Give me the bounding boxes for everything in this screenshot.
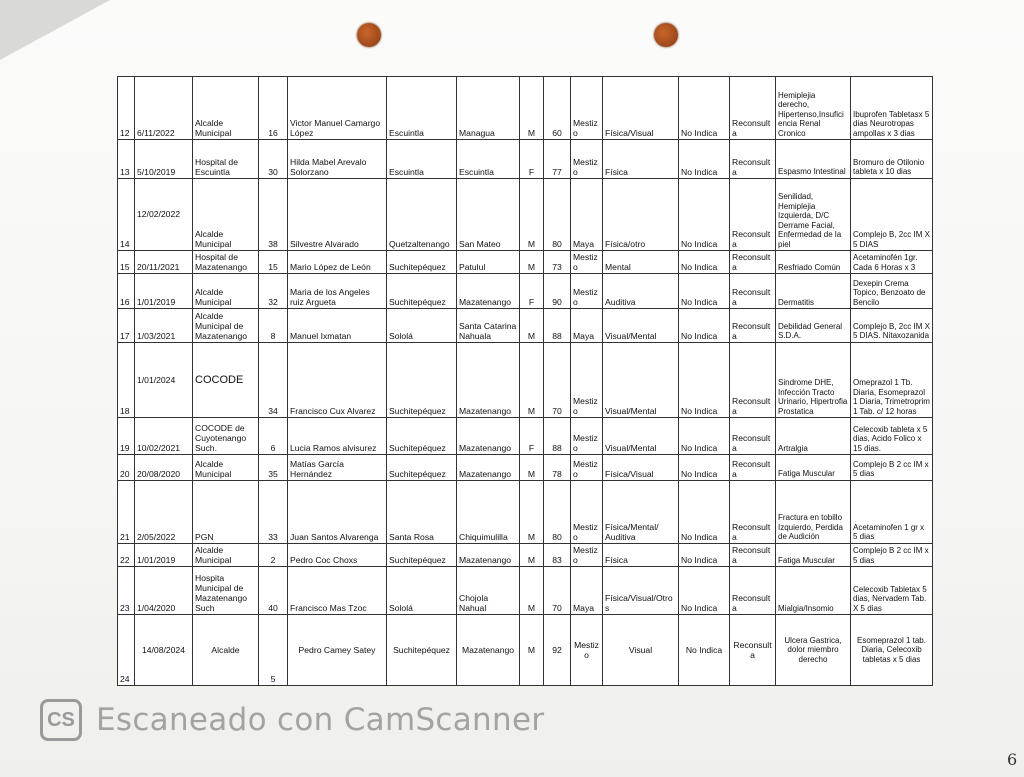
cell-date: 2/05/2022 [135,480,193,543]
cell-ethnicity: Maya [571,178,603,250]
cell-municipality: Patulul [457,251,520,274]
cell-sex: F [520,274,544,309]
cell-consult-type: Reconsulta [730,455,776,480]
cell-consult-type: Reconsulta [730,615,776,686]
cell-municipality: Mazatenango [457,615,520,686]
cell-sex: M [520,178,544,250]
cell-diagnosis: Hemiplejia derecho, Hipertenso,Insuficiencia Renal Cronico [776,77,851,140]
cell-referred-by: Hospital de Escuintla [193,140,259,178]
table-row [118,140,933,178]
cell-notes: No Indica [679,455,730,480]
cell-age: 80 [544,480,571,543]
cell-sex: F [520,418,544,455]
cell-treatment: Complejo B 2 cc IM x 5 dias [851,455,933,480]
cell-sex: M [520,543,544,566]
cell-referred-by: Alcalde [193,615,259,686]
cell-treatment: Ibuprofen Tabletasx 5 dias Neurotropas ampollas x 3 dias [851,77,933,140]
cell-row-number: 20 [118,455,135,480]
cell-notes: No Indica [679,615,730,686]
cell-diagnosis: Mialgia/Insomio [776,567,851,615]
cell-code: 32 [259,274,288,309]
table-row [118,567,933,615]
cell-treatment: Acetaminofen 1 gr x 5 dias [851,480,933,543]
cell-code: 5 [259,615,288,686]
cell-treatment: Complejo B 2 cc IM x 5 dias [851,543,933,566]
cell-row-number: 21 [118,480,135,543]
cell-date: 14/08/2024 [135,615,193,686]
table-row [118,178,933,250]
punch-hole-left [357,23,381,47]
cell-treatment: Celecoxib tableta x 5 dias, Acido Folico x 15 dias. [851,418,933,455]
cell-age: 80 [544,178,571,250]
cell-consult-type: Reconsulta [730,567,776,615]
cell-treatment: Complejo B, 2cc IM X 5 DIAS [851,178,933,250]
cell-code: 34 [259,342,288,417]
cell-treatment: Acetaminofén 1gr. Cada 6 Horas x 3 [851,251,933,274]
cell-code: 38 [259,178,288,250]
cell-patient-name: Manuel Ixmatan [288,309,387,342]
cell-diagnosis: Debilidad General S.D.A. [776,309,851,342]
cell-consult-type: Reconsulta [730,418,776,455]
table-row [118,309,933,342]
cell-department: Suchitepéquez [387,418,457,455]
cell-diagnosis: Senilidad, Hemiplejia Izquierda, D/C Derrame Facial, Enfermedad de la piel [776,178,851,250]
cell-age: 90 [544,274,571,309]
cell-disability-type: Visual/Mental [603,309,679,342]
cell-consult-type: Reconsulta [730,178,776,250]
cell-consult-type: Reconsulta [730,543,776,566]
cell-ethnicity: Mestizo [571,342,603,417]
cell-referred-by: Hospita Municipal de Mazatenango Such [193,567,259,615]
cell-ethnicity: Maya [571,567,603,615]
cell-row-number: 17 [118,309,135,342]
cell-referred-by: Alcalde Municipal [193,543,259,566]
cell-date: 1/03/2021 [135,309,193,342]
cell-row-number: 23 [118,567,135,615]
cell-diagnosis: Fractura en tobillo Izquierdo, Perdida de Audición [776,480,851,543]
cell-age: 88 [544,309,571,342]
cell-referred-by: COCODE de Cuyotenango Such. [193,418,259,455]
cell-disability-type: Física/Visual/Otros [603,567,679,615]
table-row [118,615,933,686]
cell-ethnicity: Mestizo [571,480,603,543]
cell-municipality: Mazatenango [457,274,520,309]
cell-age: 70 [544,567,571,615]
folded-corner [0,0,110,60]
cell-ethnicity: Mestizo [571,140,603,178]
cell-ethnicity: Mestizo [571,543,603,566]
cell-age: 70 [544,342,571,417]
cell-date: 12/02/2022 [135,178,193,250]
cell-department: Quetzaltenango [387,178,457,250]
cell-diagnosis: Dermatitis [776,274,851,309]
cell-patient-name: Pedro Coc Choxs [288,543,387,566]
cell-municipality: Mazatenango [457,455,520,480]
cell-patient-name: Juan Santos Alvarenga [288,480,387,543]
cell-municipality: Managua [457,77,520,140]
cell-patient-name: Matías García Hernández [288,455,387,480]
table-row [118,480,933,543]
cell-age: 60 [544,77,571,140]
cell-municipality: Chojola Nahual [457,567,520,615]
cell-date: 1/01/2024 [135,342,193,417]
cell-department: Suchitepéquez [387,455,457,480]
cell-treatment: Celecoxib Tabletax 5 dias, Nervadem Tab. X 5 dias [851,567,933,615]
cell-code: 6 [259,418,288,455]
cell-date: 10/02/2021 [135,418,193,455]
cell-municipality: Chiquimulilla [457,480,520,543]
cell-disability-type: Física/otro [603,178,679,250]
cell-disability-type: Mental [603,251,679,274]
cell-disability-type: Física/Visual [603,455,679,480]
cell-sex: M [520,309,544,342]
cell-row-number: 19 [118,418,135,455]
cell-disability-type: Auditiva [603,274,679,309]
camscanner-logo-icon: CS [40,699,82,741]
cell-department: Sololá [387,309,457,342]
punch-hole-right [654,23,678,47]
cell-notes: No Indica [679,567,730,615]
table-row [118,342,933,417]
cell-referred-by: Hospital de Mazatenango [193,251,259,274]
cell-ethnicity: Mestizo [571,274,603,309]
cell-row-number: 14 [118,178,135,250]
table-row [118,543,933,566]
cell-treatment: Bromuro de Otilonio tableta x 10 dias [851,140,933,178]
cell-referred-by: Alcalde Municipal [193,455,259,480]
cell-ethnicity: Mestizo [571,77,603,140]
cell-sex: M [520,251,544,274]
cell-age: 73 [544,251,571,274]
cell-ethnicity: Maya [571,309,603,342]
cell-municipality: Mazatenango [457,342,520,417]
cell-patient-name: Mario López de León [288,251,387,274]
cell-notes: No Indica [679,77,730,140]
cell-department: Santa Rosa [387,480,457,543]
cell-diagnosis: Sindrome DHE, Infección Tracto Urinario, Hipertrofia Prostatica [776,342,851,417]
cell-age: 88 [544,418,571,455]
cell-ethnicity: Mestizo [571,615,603,686]
cell-department: Escuintla [387,77,457,140]
cell-consult-type: Reconsulta [730,274,776,309]
cell-referred-by: COCODE [193,342,259,417]
cell-code: 16 [259,77,288,140]
cell-disability-type: Física [603,543,679,566]
cell-consult-type: Reconsulta [730,140,776,178]
cell-diagnosis: Fatiga Muscular [776,543,851,566]
cell-department: Escuintla [387,140,457,178]
cell-patient-name: Francisco Mas Tzoc [288,567,387,615]
table-row [118,251,933,274]
cell-municipality: Escuintla [457,140,520,178]
cell-code: 33 [259,480,288,543]
cell-referred-by: Alcalde Municipal de Mazatenango [193,309,259,342]
cell-row-number: 15 [118,251,135,274]
watermark-text: Escaneado con CamScanner [96,702,545,738]
cell-department: Suchitepéquez [387,342,457,417]
cell-date: 20/08/2020 [135,455,193,480]
cell-code: 35 [259,455,288,480]
cell-age: 83 [544,543,571,566]
cell-referred-by: PGN [193,480,259,543]
table-row [118,418,933,455]
cell-row-number: 16 [118,274,135,309]
cell-code: 15 [259,251,288,274]
cell-notes: No Indica [679,543,730,566]
cell-department: Suchitepéquez [387,615,457,686]
cell-consult-type: Reconsulta [730,342,776,417]
patient-table [117,76,933,686]
cell-date: 5/10/2019 [135,140,193,178]
cell-date: 20/11/2021 [135,251,193,274]
cell-department: Sololá [387,567,457,615]
cell-ethnicity: Mestizo [571,418,603,455]
cell-notes: No Indica [679,309,730,342]
cell-disability-type: Visual [603,615,679,686]
cell-code: 8 [259,309,288,342]
cell-patient-name: Silvestre Alvarado [288,178,387,250]
cell-department: Suchitepéquez [387,251,457,274]
cell-date: 6/11/2022 [135,77,193,140]
cell-disability-type: Física [603,140,679,178]
cell-diagnosis: Resfriado Común [776,251,851,274]
cell-patient-name: Hilda Mabel Arevalo Solorzano [288,140,387,178]
cell-consult-type: Reconsulta [730,309,776,342]
cell-sex: M [520,342,544,417]
cell-notes: No Indica [679,251,730,274]
cell-code: 40 [259,567,288,615]
cell-department: Suchitepéquez [387,543,457,566]
cell-row-number: 22 [118,543,135,566]
camscanner-watermark [40,698,544,742]
cell-patient-name: Francisco Cux Alvarez [288,342,387,417]
cell-notes: No Indica [679,178,730,250]
cell-notes: No Indica [679,274,730,309]
cell-treatment: Omeprazol 1 Tb. Diaria, Esomeprazol 1 Diaria, Trimetroprim 1 Tab. c/ 12 horas [851,342,933,417]
cell-sex: M [520,480,544,543]
cell-diagnosis: Ulcera Gastrica, dolor miembro derecho [776,615,851,686]
cell-sex: M [520,567,544,615]
cell-date: 1/01/2019 [135,274,193,309]
cell-sex: M [520,77,544,140]
cell-consult-type: Reconsulta [730,77,776,140]
cell-treatment: Complejo B, 2cc IM X 5 DIAS. Nitaxozanida [851,309,933,342]
cell-age: 78 [544,455,571,480]
cell-municipality: Mazatenango [457,543,520,566]
cell-patient-name: Pedro Camey Satey [288,615,387,686]
table-row [118,77,933,140]
cell-referred-by: Alcalde Municipal [193,77,259,140]
cell-patient-name: Maria de los Angeles ruiz Argueta [288,274,387,309]
cell-consult-type: Reconsulta [730,480,776,543]
cell-notes: No Indica [679,140,730,178]
cell-diagnosis: Espasmo Intestinal [776,140,851,178]
cell-notes: No Indica [679,342,730,417]
cell-patient-name: Victor Manuel Camargo López [288,77,387,140]
cell-ethnicity: Mestizo [571,455,603,480]
cell-sex: M [520,615,544,686]
cell-sex: M [520,455,544,480]
table-row [118,455,933,480]
cell-treatment: Esomeprazol 1 tab. Diaria, Celecoxib tabletas x 5 dias [851,615,933,686]
cell-code: 2 [259,543,288,566]
cell-row-number: 13 [118,140,135,178]
table-row [118,274,933,309]
cell-diagnosis: Artralgia [776,418,851,455]
cell-date: 1/01/2019 [135,543,193,566]
cell-age: 77 [544,140,571,178]
cell-referred-by: Alcalde Municipal [193,274,259,309]
cell-notes: No Indica [679,418,730,455]
cell-disability-type: Visual/Mental [603,342,679,417]
margin-mark: 6 [1007,750,1018,769]
cell-row-number: 12 [118,77,135,140]
cell-diagnosis: Fatiga Muscular [776,455,851,480]
cell-disability-type: Física/Mental/ Auditiva [603,480,679,543]
cell-row-number: 24 [118,615,135,686]
cell-municipality: Mazatenango [457,418,520,455]
cell-ethnicity: Mestizo [571,251,603,274]
cell-patient-name: Lucia Ramos alvisurez [288,418,387,455]
cell-disability-type: Física/Visual [603,77,679,140]
cell-consult-type: Reconsulta [730,251,776,274]
cell-sex: F [520,140,544,178]
cell-referred-by: Alcalde Municipal [193,178,259,250]
cell-age: 92 [544,615,571,686]
cell-row-number: 18 [118,342,135,417]
cell-notes: No Indica [679,480,730,543]
cell-code: 30 [259,140,288,178]
cell-municipality: Santa Catarina Nahuala [457,309,520,342]
cell-treatment: Dexepin Crema Topico, Benzoato de Bencilo [851,274,933,309]
cell-disability-type: Visual/Mental [603,418,679,455]
cell-municipality: San Mateo [457,178,520,250]
cell-date: 1/04/2020 [135,567,193,615]
cell-department: Suchitepéquez [387,274,457,309]
